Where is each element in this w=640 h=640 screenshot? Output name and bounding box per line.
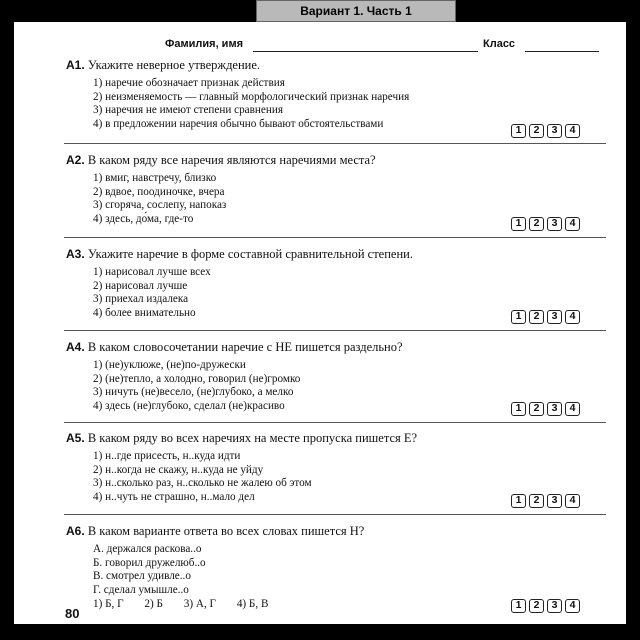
option: 1) н..где присесть, н..куда идти [93, 450, 241, 462]
class-label: Класс [483, 38, 516, 50]
question-text: В каком ряду во всех наречиях на месте пропуска пишется Е? [87, 431, 418, 445]
answer-box-1[interactable]: 1 [511, 494, 526, 508]
option: 3) ничуть (не)весело, (не)глубоко, а мелко [93, 386, 294, 398]
section-divider [64, 143, 606, 144]
answer-variant: 1) Б, Г [93, 598, 124, 610]
option: 3) сгоряча, сослепу, напоказ [93, 199, 227, 211]
option: 3) н..сколько раз, н..сколько не жалею об этом [93, 477, 312, 489]
answer-boxes-a5 [511, 494, 580, 508]
answer-box-1[interactable]: 1 [511, 599, 526, 613]
question-number: А2. [66, 153, 85, 167]
student-header [165, 38, 605, 54]
question-text: Укажите неверное утверждение. [87, 58, 261, 72]
question-a6 [66, 524, 606, 611]
answer-box-4[interactable]: 4 [565, 402, 580, 416]
variant-banner: Вариант 1. Часть 1 [256, 0, 456, 22]
option: Г. сделал умышле..о [93, 583, 189, 596]
section-divider [64, 514, 606, 515]
section-divider [64, 330, 606, 331]
question-number: А4. [66, 340, 85, 354]
class-field[interactable] [525, 51, 599, 52]
option: 3) приехал издалека [93, 293, 189, 305]
answer-box-2[interactable]: 2 [529, 494, 544, 508]
option: 2) неизменяемость — главный морфологический признак наречия [93, 90, 410, 103]
answer-box-3[interactable]: 3 [547, 599, 562, 613]
question-number: А6. [66, 524, 85, 538]
question-a2 [66, 153, 606, 226]
answer-variant: 2) Б [144, 598, 163, 610]
question-number: А1. [66, 58, 85, 72]
answer-boxes-a4 [511, 402, 580, 416]
option: 1) нарисовал лучше всех [93, 266, 211, 278]
answer-box-1[interactable]: 1 [511, 124, 526, 138]
option: 3) наречия не имеют степени сравнения [93, 104, 284, 116]
option: А. держался раскова..о [93, 543, 202, 555]
option: В. смотрел удивле..о [93, 570, 191, 582]
answer-box-4[interactable]: 4 [565, 599, 580, 613]
answer-box-3[interactable]: 3 [547, 494, 562, 508]
question-text: Укажите наречие в форме составной сравнительной степени. [87, 247, 413, 261]
option: 2) н..когда не скажу, н..куда не уйду [93, 463, 264, 476]
answer-box-3[interactable]: 3 [547, 402, 562, 416]
option: 4) более внимательно [93, 306, 196, 319]
option: 1) (не)уклюже, (не)по-дружески [93, 359, 246, 371]
question-number: А3. [66, 247, 85, 261]
question-text: В каком варианте ответа во всех словах пишется Н? [87, 524, 365, 538]
answer-box-2[interactable]: 2 [529, 402, 544, 416]
answer-boxes-a6 [511, 599, 580, 613]
scan-frame-left [0, 0, 14, 640]
question-a1 [66, 58, 606, 131]
answer-box-3[interactable]: 3 [547, 124, 562, 138]
answer-box-4[interactable]: 4 [565, 217, 580, 231]
name-label: Фамилия, имя [165, 38, 244, 50]
answer-box-1[interactable]: 1 [511, 217, 526, 231]
option: 2) вдвое, поодиночке, вчера [93, 185, 225, 198]
answer-box-4[interactable]: 4 [565, 124, 580, 138]
answer-boxes-a2 [511, 217, 580, 231]
option: 1) наречие обозначает признак действия [93, 77, 285, 89]
option: 4) н..чуть не страшно, н..мало дел [93, 490, 255, 503]
answer-boxes-a3 [511, 310, 580, 324]
answer-box-2[interactable]: 2 [529, 217, 544, 231]
answer-box-4[interactable]: 4 [565, 310, 580, 324]
answer-box-2[interactable]: 2 [529, 124, 544, 138]
scan-frame-bottom [0, 624, 640, 640]
scan-frame-right [626, 0, 640, 640]
answer-box-2[interactable]: 2 [529, 310, 544, 324]
option: 2) (не)тепло, а холодно, говорил (не)громко [93, 372, 301, 385]
question-text: В каком ряду все наречия являются наречиями места? [87, 153, 376, 167]
option: 4) здесь (не)глубоко, сделал (не)красиво [93, 399, 285, 412]
answer-variant: 4) Б, В [236, 598, 269, 610]
answer-box-3[interactable]: 3 [547, 310, 562, 324]
option: 1) вмиг, навстречу, близко [93, 172, 217, 184]
section-divider [64, 237, 606, 238]
question-text: В каком словосочетании наречие с НЕ пишется раздельно? [87, 340, 403, 354]
page-number: 80 [65, 606, 80, 621]
section-divider [64, 422, 606, 423]
option: 4) здесь, до́ма, где-то [93, 212, 194, 225]
option: 2) нарисовал лучше [93, 279, 188, 292]
answer-box-2[interactable]: 2 [529, 599, 544, 613]
question-number: А5. [66, 431, 85, 445]
name-field[interactable] [253, 51, 478, 52]
answer-box-1[interactable]: 1 [511, 310, 526, 324]
answer-boxes-a1 [511, 124, 580, 138]
answer-box-1[interactable]: 1 [511, 402, 526, 416]
option: 4) в предложении наречия обычно бывают обстоятельствами [93, 117, 384, 130]
answer-variant: 3) А, Г [183, 598, 217, 610]
option: Б. говорил дружелюб..о [93, 556, 206, 569]
answer-box-3[interactable]: 3 [547, 217, 562, 231]
answer-box-4[interactable]: 4 [565, 494, 580, 508]
